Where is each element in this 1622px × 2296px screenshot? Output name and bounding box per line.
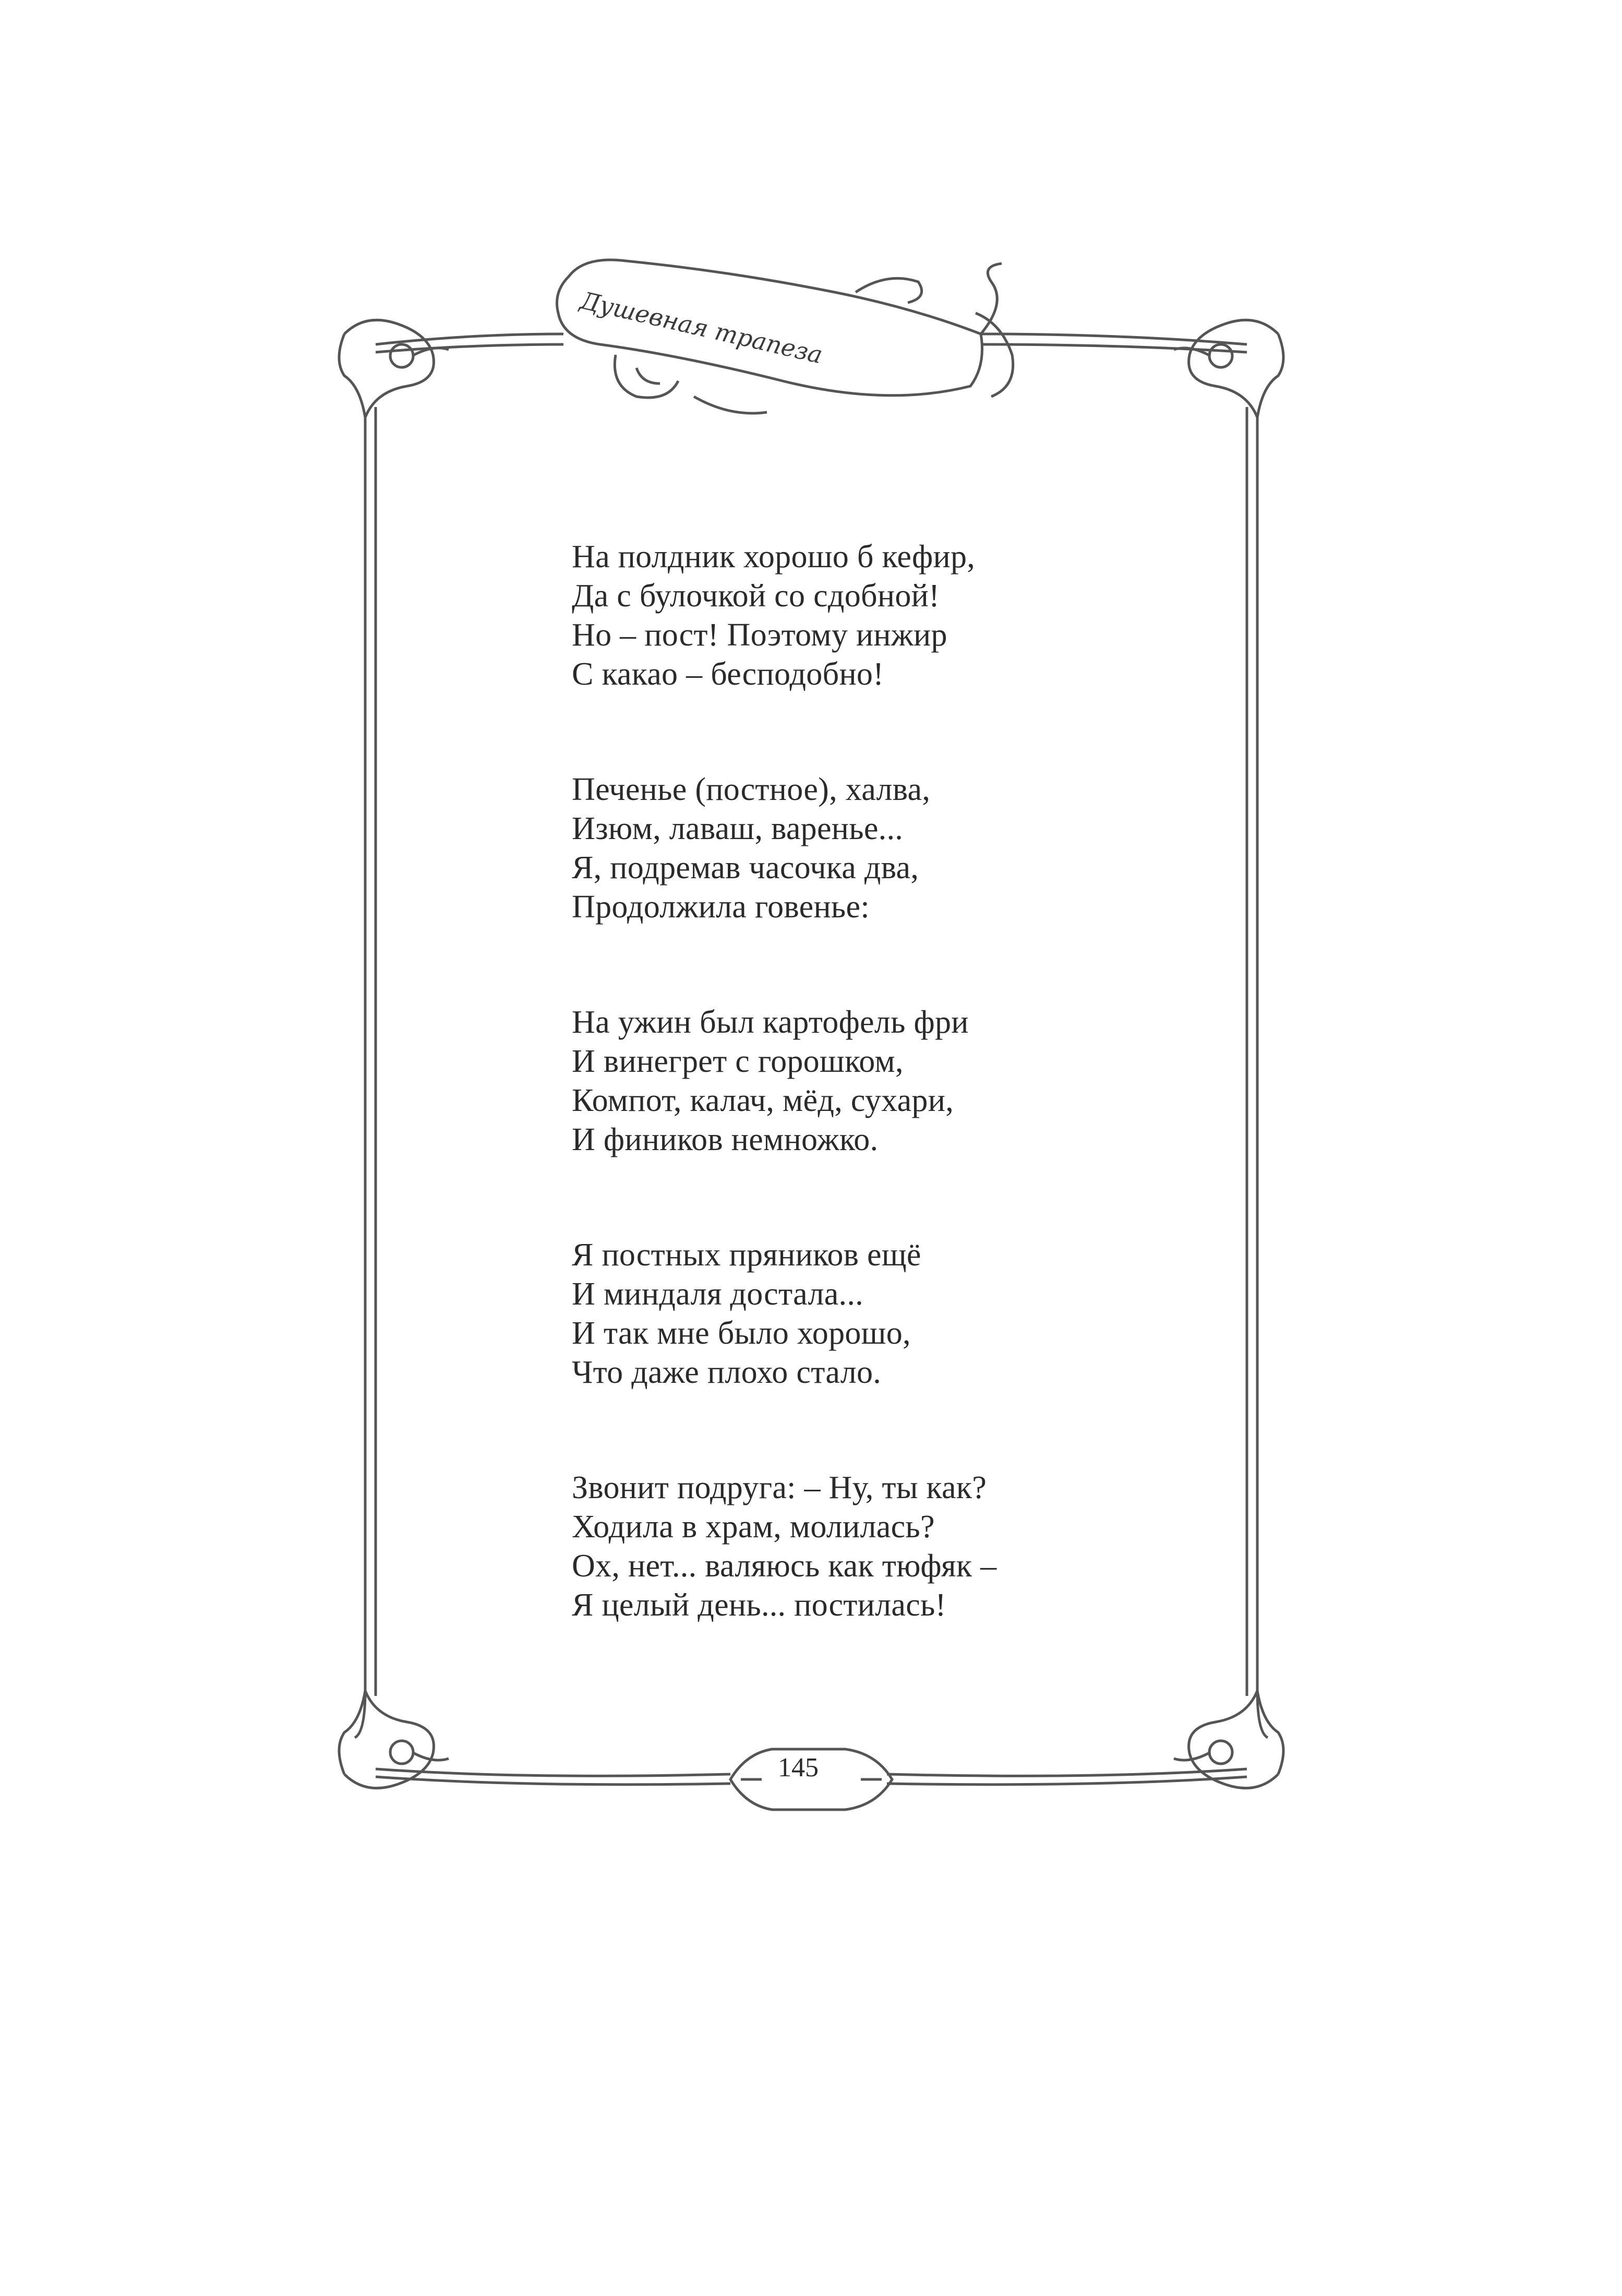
poem-line: Компот, калач, мёд, сухари, <box>572 1083 954 1118</box>
poem-line: И винегрет с горошком, <box>572 1044 904 1079</box>
poem-line: Я, подремав часочка два, <box>572 850 919 886</box>
poem-line: На полдник хорошо б кефир, <box>572 539 976 575</box>
poem-line: Звонит подруга: – Ну, ты как? <box>572 1470 987 1505</box>
poem-line: И фиников немножко. <box>572 1122 879 1157</box>
poem-line: С какао – бесподобно! <box>572 656 884 692</box>
banner-title-text: Душевная трапеза <box>578 286 825 369</box>
poem-line: Что даже плохо стало. <box>572 1355 882 1390</box>
poem-line: И так мне было хорошо, <box>572 1316 911 1351</box>
poem-stanza <box>572 770 1302 927</box>
poem-line: Печенье (постное), халва, <box>572 772 931 807</box>
poem-line: Изюм, лаваш, варенье... <box>572 811 904 846</box>
poem-stanza <box>572 537 1302 694</box>
poem-line: Я целый день... постилась! <box>572 1587 946 1623</box>
poem-line: На ужин был картофель фри <box>572 1004 969 1040</box>
page-number: 145 <box>778 1753 819 1783</box>
poem <box>572 537 1302 1701</box>
poem-line: И миндаля достала... <box>572 1276 863 1312</box>
poem-line: Да с булочкой со сдобной! <box>572 578 940 614</box>
poem-stanza <box>572 1003 1302 1159</box>
poem-line: Продолжила говенье: <box>572 889 870 925</box>
poem-line: Ох, нет... валяюсь как тюфяк – <box>572 1548 997 1584</box>
poem-line: Ходила в храм, молилась? <box>572 1509 935 1545</box>
poem-stanza <box>572 1468 1302 1625</box>
poem-stanza <box>572 1236 1302 1392</box>
poem-line: Но – пост! Поэтому инжир <box>572 617 947 653</box>
poem-line: Я постных пряников ещё <box>572 1237 921 1273</box>
